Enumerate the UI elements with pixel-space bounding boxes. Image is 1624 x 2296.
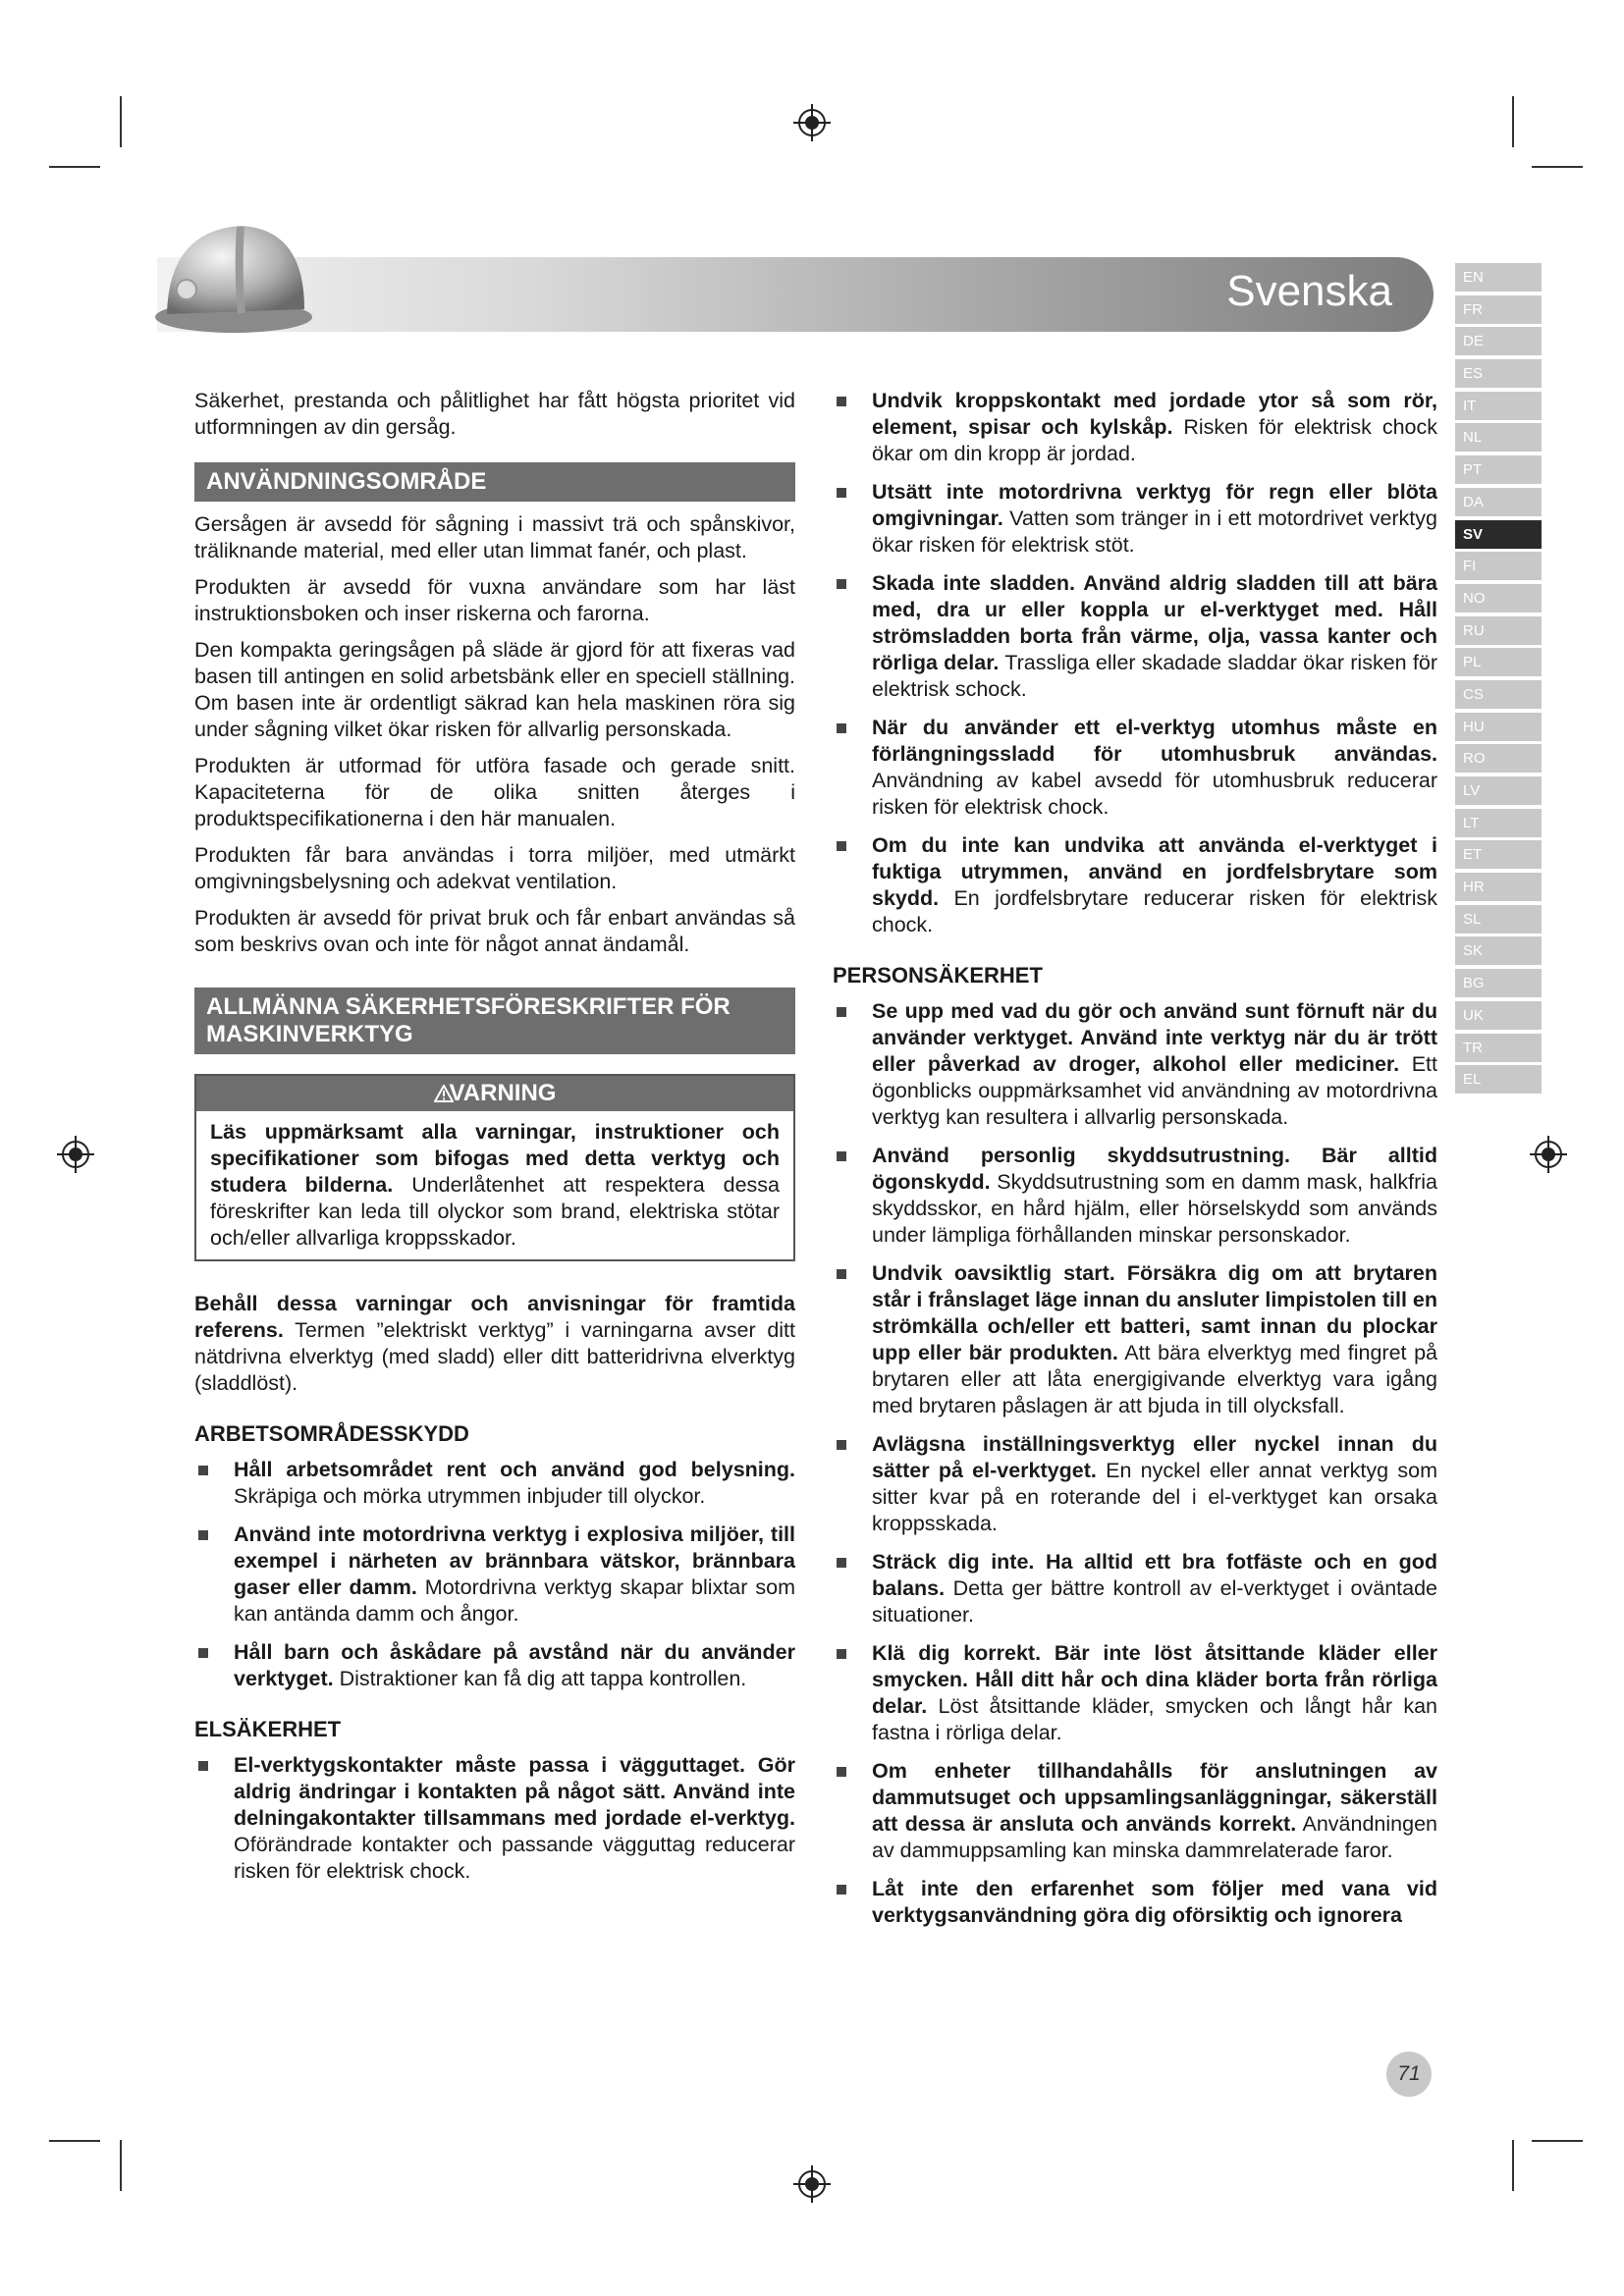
crop-mark: [1532, 166, 1583, 168]
language-tab-ro[interactable]: RO: [1455, 744, 1542, 773]
crop-mark: [120, 2140, 122, 2191]
list-item: [833, 1143, 1437, 1249]
warning-title-text: VARNING: [449, 1080, 557, 1106]
list-item-bold: När du använder ett el-verktyg utomhus måste en förlängningssladd för utomhusbruk användas.: [872, 716, 1437, 766]
keep-instructions-text: Termen ”elektriskt verktyg” i varningarna avser ditt nätdrivna elverktyg (med sladd) eller ditt batteridrivna elverktyg (sladdlöst).: [194, 1318, 795, 1395]
list-item: [194, 1457, 795, 1510]
list-item-bold: Klä dig korrekt. Bär inte löst åtsittande kläder eller smycken. Håll ditt hår och dina kläder borta från rörliga delar.: [872, 1641, 1437, 1718]
language-tab-fr[interactable]: FR: [1455, 295, 1542, 324]
crop-mark: [1532, 2140, 1583, 2142]
language-tab-pl[interactable]: PL: [1455, 648, 1542, 676]
list-item-bold: Låt inte den erfarenhet som följer med vana vid verktygsanvändning göra dig oförsiktig och ignorera: [872, 1877, 1437, 1927]
list-item: [833, 1640, 1437, 1746]
list-item: [194, 1522, 795, 1628]
language-tab-pt[interactable]: PT: [1455, 455, 1542, 484]
language-tab-da[interactable]: DA: [1455, 488, 1542, 516]
electrical-list-right: [833, 388, 1437, 938]
language-tab-cs[interactable]: CS: [1455, 680, 1542, 709]
electrical-safety-heading: ELSÄKERHET: [194, 1717, 342, 1741]
language-tab-bg[interactable]: BG: [1455, 969, 1542, 997]
language-tab-el[interactable]: EL: [1455, 1065, 1542, 1094]
language-tab-sl[interactable]: SL: [1455, 905, 1542, 934]
warning-title: [196, 1076, 793, 1111]
usage-paragraph: Den kompakta geringsågen på släde är gjord för att fixeras vad basen till antingen en solid arbetsbänk eller en speciell ställning. Om basen inte är ordentligt säkrad kan hela maskinen röra sig under sågning vilket ökar risken för allvarlig personskada.: [194, 638, 795, 741]
list-item-text: Risken för elektrisk chock ökar om din kropp är jordad.: [872, 415, 1437, 465]
list-item-bold: Undvik oavsiktlig start. Försäkra dig om att brytaren står i frånslaget läge innan du ansluter limpistolen till en strömkälla och/eller ett batteri, samt innan du plockar upp eller bär produkten.: [872, 1261, 1437, 1364]
language-header-band: [157, 257, 1434, 332]
list-item: [833, 388, 1437, 467]
language-tab-hr[interactable]: HR: [1455, 873, 1542, 901]
registration-mark-icon: [791, 2163, 833, 2205]
usage-paragraph: Produkten är utformad för utföra fasade och gerade snitt. Kapaciteterna för de olika snitten återges i produktspecifikationerna i den här manualen.: [194, 754, 795, 830]
language-tab-list: [1455, 263, 1542, 1097]
crop-mark: [49, 2140, 100, 2142]
personal-safety-heading: PERSONSÄKERHET: [833, 963, 1043, 988]
list-item: [833, 998, 1437, 1131]
language-tab-tr[interactable]: TR: [1455, 1034, 1542, 1062]
registration-mark-icon: [55, 1134, 96, 1175]
crop-mark: [1512, 2140, 1514, 2191]
list-item-text: Detta ger bättre kontroll av el-verktyget i oväntade situationer.: [872, 1576, 1437, 1627]
list-item: [833, 479, 1437, 559]
crop-mark: [120, 96, 122, 147]
list-item-bold: Skada inte sladden. Använd aldrig sladden till att bära med, dra ur eller koppla ur el-verktyget med. Håll strömsladden borta från värme, olja, vassa kanter och rörliga delar.: [872, 571, 1437, 674]
language-tab-de[interactable]: DE: [1455, 327, 1542, 355]
list-item-bold: Om du inte kan undvika att använda el-verktyget i fuktiga utrymmen, använd en jordfelsbrytare som skydd.: [872, 833, 1437, 910]
list-item-text: Användningen av dammuppsamling kan minska dammrelaterade faror.: [872, 1812, 1437, 1862]
language-tab-no[interactable]: NO: [1455, 584, 1542, 613]
list-item: [833, 1431, 1437, 1537]
language-tab-nl[interactable]: NL: [1455, 423, 1542, 452]
right-column: [833, 388, 1437, 1941]
language-tab-hu[interactable]: HU: [1455, 713, 1542, 741]
electrical-list-left: [194, 1752, 795, 1885]
list-item: [194, 1639, 795, 1692]
crop-mark: [1512, 96, 1514, 147]
list-item-bold: Använd personlig skyddsutrustning. Bär alltid ögonskydd.: [872, 1144, 1437, 1194]
list-item: [833, 715, 1437, 821]
list-item-bold: Använd inte motordrivna verktyg i explosiva miljöer, till exempel i närheten av brännbara vätskor, brännbara gaser eller damm.: [234, 1522, 795, 1599]
list-item: [833, 1876, 1437, 1929]
list-item-bold: Se upp med vad du gör och använd sunt förnuft när du använder verktyget. Använd inte verktyg när du är trött eller påverkad av droger, alkohol eller mediciner.: [872, 999, 1437, 1076]
usage-paragraph: Gersågen är avsedd för sågning i massivt trä och spånskivor, träliknande material, med eller utan limmat fanér, och plast.: [194, 512, 795, 562]
list-item-text: En nyckel eller annat verktyg som sitter kvar på en roterande del i el-verktyget kan orsaka kroppsskada.: [872, 1459, 1437, 1535]
list-item-text: Skräpiga och mörka utrymmen inbjuder till olyckor.: [234, 1484, 706, 1508]
list-item-text: Skyddsutrustning som en damm mask, halkfria skyddsskor, en hård hjälm, eller hörselskydd som används under lämpliga förhållanden minskar personskador.: [872, 1170, 1437, 1247]
list-item-text: Att bära elverktyg med fingret på brytaren eller att låta energigivande elverktyg vara igång med brytaren påslagen är att bjuda in till olycksfall.: [872, 1341, 1437, 1417]
list-item-bold: Undvik kroppskontakt med jordade ytor så som rör, element, spisar och kylskåp.: [872, 389, 1437, 439]
general-safety-heading: ALLMÄNNA SÄKERHETSFÖRESKRIFTER FÖR MASKINVERKTYG: [194, 988, 795, 1054]
list-item-text: Trassliga eller skadade sladdar ökar risken för elektrisk schock.: [872, 651, 1437, 701]
list-item-text: En jordfelsbrytare reducerar risken för elektrisk chock.: [872, 886, 1437, 936]
personal-safety-list: [833, 998, 1437, 1929]
page-title: Svenska: [1226, 267, 1392, 315]
warning-box: [194, 1074, 795, 1261]
list-item: [194, 1752, 795, 1885]
warning-text: Underlåtenhet att respektera dessa föreskrifter kan leda till olyckor som brand, elektriska stötar och/eller allvarliga kroppsskador.: [210, 1173, 780, 1250]
keep-instructions-bold: Behåll dessa varningar och anvisningar för framtida referens.: [194, 1292, 795, 1342]
warning-body: [196, 1111, 793, 1259]
list-item-text: Löst åtsittande kläder, smycken och långt hår kan fastna i rörliga delar.: [872, 1694, 1437, 1744]
language-tab-ru[interactable]: RU: [1455, 616, 1542, 645]
language-tab-en[interactable]: EN: [1455, 263, 1542, 292]
registration-mark-icon: [1528, 1134, 1569, 1175]
list-item-bold: Sträck dig inte. Ha alltid ett bra fotfäste och en god balans.: [872, 1550, 1437, 1600]
usage-heading: ANVÄNDNINGSOMRÅDE: [194, 462, 795, 502]
list-item: [833, 570, 1437, 703]
list-item-bold: Avlägsna inställningsverktyg eller nyckel innan du sätter på el-verktyget.: [872, 1432, 1437, 1482]
language-tab-sv[interactable]: SV: [1455, 520, 1542, 549]
list-item-text: Vatten som tränger in i ett motordrivet verktyg ökar risken för elektrisk stöt.: [872, 507, 1437, 557]
keep-instructions-paragraph: [194, 1291, 795, 1397]
list-item-text: Motordrivna verktyg skapar blixtar som kan antända damm och ångor.: [234, 1575, 795, 1626]
list-item-text: Distraktioner kan få dig att tappa kontrollen.: [333, 1667, 747, 1690]
list-item-bold: Håll barn och åskådare på avstånd när du använder verktyget.: [234, 1640, 795, 1690]
work-area-list: [194, 1457, 795, 1692]
list-item-bold: Om enheter tillhandahålls för anslutningen av dammutsuget och uppsamlingsanläggningar, säkerställ att dessa är ansluta och används korrekt.: [872, 1759, 1437, 1836]
language-tab-fi[interactable]: FI: [1455, 552, 1542, 580]
language-tab-lv[interactable]: LV: [1455, 776, 1542, 805]
warning-bold-text: Läs uppmärksamt alla varningar, instruktioner och specifikationer som bifogas med detta verktyg och studera bilderna.: [210, 1120, 780, 1197]
list-item: [833, 1549, 1437, 1629]
list-item-text: Oförändrade kontakter och passande vägguttag reducerar risken för elektrisk chock.: [234, 1833, 795, 1883]
page-number: 71: [1386, 2052, 1432, 2097]
list-item-text: Ett ögonblicks ouppmärksamhet vid användning av motordrivna verktyg kan resultera i allvarlig personskada.: [872, 1052, 1437, 1129]
language-tab-lt[interactable]: LT: [1455, 809, 1542, 837]
list-item-bold: Håll arbetsområdet rent och använd god belysning.: [234, 1458, 795, 1481]
safety-helmet-icon: [147, 211, 314, 339]
language-tab-sk[interactable]: SK: [1455, 936, 1542, 965]
language-tab-et[interactable]: ET: [1455, 840, 1542, 869]
usage-paragraph: Produkten är avsedd för privat bruk och får enbart användas så som beskrivs ovan och inte för något annat ändamål.: [194, 906, 795, 956]
left-column: [194, 388, 795, 1896]
usage-paragraph: Produkten är avsedd för vuxna användare som har läst instruktionsboken och inser riskerna och farorna.: [194, 575, 795, 625]
work-area-heading: ARBETSOMRÅDESSKYDD: [194, 1421, 469, 1446]
list-item-bold: Utsätt inte motordrivna verktyg för regn eller blöta omgivningar.: [872, 480, 1437, 530]
registration-mark-icon: [791, 102, 833, 143]
list-item: [833, 832, 1437, 938]
language-tab-it[interactable]: IT: [1455, 392, 1542, 420]
usage-paragraph: Produkten får bara användas i torra miljöer, med utmärkt omgivningsbelysning och adekvat ventilation.: [194, 843, 795, 893]
crop-mark: [49, 166, 100, 168]
list-item-text: Användning av kabel avsedd för utomhusbruk reducerar risken för elektrisk chock.: [872, 769, 1437, 819]
language-tab-uk[interactable]: UK: [1455, 1001, 1542, 1030]
intro-paragraph: Säkerhet, prestanda och pålitlighet har fått högsta prioritet vid utformningen av din gersåg.: [194, 389, 795, 439]
list-item: [833, 1758, 1437, 1864]
list-item-bold: El-verktygskontakter måste passa i vägguttaget. Gör aldrig ändringar i kontakten på något sätt. Använd inte delningakontakter tillsammans med jordade el-verktyg.: [234, 1753, 795, 1830]
language-tab-es[interactable]: ES: [1455, 359, 1542, 388]
list-item: [833, 1260, 1437, 1419]
